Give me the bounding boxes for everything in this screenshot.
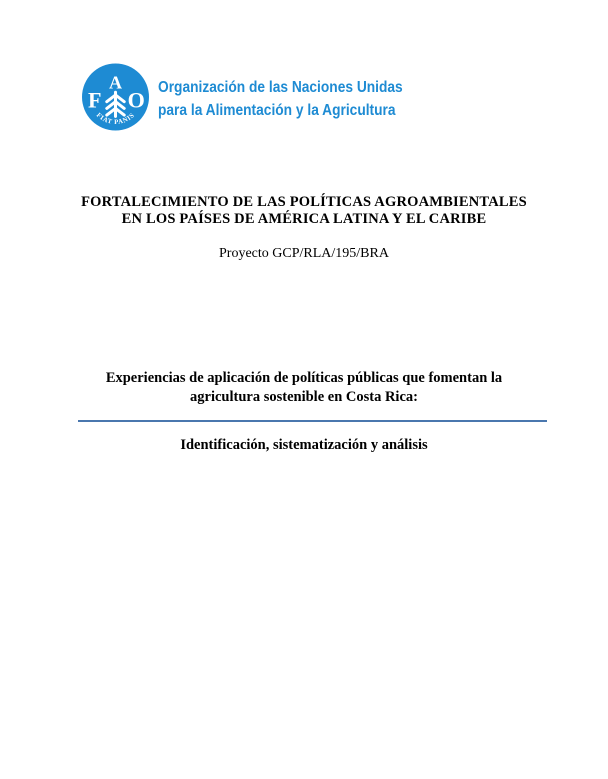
report-subtitle: Identificación, sistematización y análisis [180,437,428,453]
report-title-line2: agricultura sostenible en Costa Rica: [190,388,418,405]
org-name [158,76,403,122]
report-title-line1: Experiencias de aplicación de políticas públicas que fomentan la [105,370,503,386]
program-title-line1: FORTALECIMIENTO DE LAS POLÍTICAS AGROAMBIENTALES [81,194,527,210]
fao-logo-letter-f: F [87,87,102,113]
program-title-line2: EN LOS PAÍSES DE AMÉRICA LATINA Y EL CARIBE [121,211,487,227]
fao-logo [82,62,149,132]
fao-logo-letter-o: O [127,87,145,113]
org-name-line2: para la Alimentación y la Agricultura [158,102,396,119]
report-title [0,369,608,406]
title-divider [78,420,547,422]
project-code: Proyecto GCP/RLA/195/BRA [219,246,389,261]
fao-logo-letter-a: A [108,72,123,93]
fao-motto: FIAT PANIS [94,111,137,127]
program-title [0,194,608,228]
org-name-line1: Organización de las Naciones Unidas [158,79,403,96]
